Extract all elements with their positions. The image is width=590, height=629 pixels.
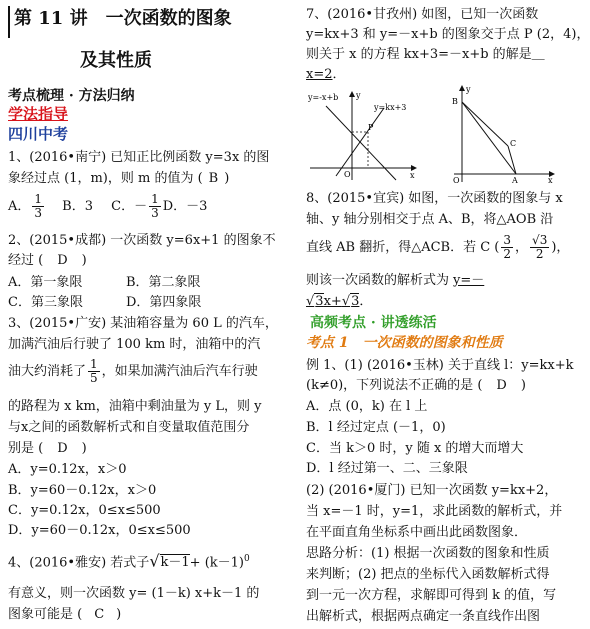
q3-line2: 加满汽油后行驶了 100 km 时，油箱中的汽 (8, 337, 261, 352)
q3-line3: 油大约消耗了 $\frac{1}{5}$ ，如果加满汽油后汽车行驶 (8, 357, 258, 385)
ex2-line5: 来判断；(2) 把点的坐标代入函数解析式得 (306, 567, 550, 582)
region-heading: 四川中考 (8, 125, 69, 143)
q3-line1: 3、(2015•广安) 某油箱容量为 60 L 的汽车， (8, 316, 278, 331)
ex1-option-b: B．l 经过定点 (－1，0) (306, 420, 446, 435)
q7-line2: y=kx+3 和 y=－x+b 的图象交于点 P (2，4)， (306, 27, 590, 42)
q4-line3: 图象可能是 ( C ) (8, 607, 122, 622)
figure-q8-graph (446, 82, 558, 186)
q8-line3: 直线 AB 翻折，得△ACB．若 C ( $\frac{3}{2}$ ， $\frac{√3}{2}$ )， (306, 233, 570, 261)
line-y-neg-x-plus-b (326, 106, 396, 180)
ex2-line4: 思路分析：(1) 根据一次函数的图象和性质 (306, 546, 550, 561)
q7-line3: 则关于 x 的方程 kx+3=－x+b 的解是＿ (306, 47, 545, 62)
label-x: x (548, 176, 553, 185)
line-ca (508, 146, 516, 174)
line-bc (462, 102, 508, 146)
q8-line1: 8、(2015•宜宾) 如图，一次函数的图象与 x (306, 191, 563, 206)
q2-line2: 经过 ( D ) (8, 253, 87, 268)
ex2-line2: 当 x=－1 时，y=1，求此函数的解析式，并 (306, 504, 563, 519)
lesson-title: 第 11 讲 一次函数的图象 (14, 8, 232, 29)
fraction: $\frac{3}{2}$ (503, 233, 512, 261)
q4-answer: C (94, 607, 105, 622)
title-bar (8, 6, 10, 38)
q8-line4: 则该一次函数的解析式为 y=－ (306, 273, 485, 288)
q3-line5: 与x之间的函数解析式和自变量取值范围分 (8, 420, 250, 435)
q1-line1: 1、(2016•南宁) 已知正比例函数 y=3x 的图 (8, 150, 270, 165)
q4-line1: 4、(2016•雅安) 若式子$√k-1+ (k-1)^0$ (8, 551, 250, 571)
line-ab (462, 102, 516, 174)
section2-heading: 高频考点 · 讲透练活 (310, 315, 437, 331)
label-p: P (368, 123, 374, 132)
label-a: A (512, 176, 518, 185)
fraction: $\frac{1}{5}$ (90, 357, 98, 385)
ex1-option-d: D．l 经过第一、二、三象限 (306, 461, 468, 476)
label-o: O (344, 170, 351, 179)
topic1-heading: 考点 1 一次函数的图象和性质 (306, 335, 503, 351)
label-o: O (453, 176, 460, 185)
label-y: y (466, 85, 471, 94)
q8-line2: 轴、y 轴分别相交于点 A、B，将△AOB 沿 (306, 212, 554, 227)
ex1-answer: D (496, 378, 507, 393)
q8-answer: y=－ (453, 273, 485, 288)
label-b: B (452, 97, 458, 106)
ex1-option-c: C．当 k＞0 时，y 随 x 的增大而增大 (306, 441, 524, 456)
q2-line1: 2、(2015•成都) 一次函数 y=6x+1 的图象不 (8, 233, 276, 248)
q1-line2: 象经过点 (1，m)，则 m 的值为 ( B ) (8, 171, 230, 186)
ex2-line6: 到一元一次方程，求解即可得到 k 的值，写 (306, 588, 557, 603)
q7-line1: 7、(2016•甘孜州) 如图，已知一次函数 (306, 7, 539, 22)
label-y: y (356, 91, 361, 100)
q3-option-b: B．y=60－0.12x，x＞0 (8, 483, 157, 498)
section-heading: 考点梳理 · 方法归纳 (8, 88, 135, 104)
q1-options: A． $\frac{1}{3}$ B．3 C．－ $\frac{1}{3}$ D．－3 (8, 192, 208, 220)
q2-options-cd: C．第三象限 D．第四象限 (8, 295, 202, 310)
q3-line4: 的路程为 x km，油箱中剩油量为 y L，则 y (8, 399, 262, 414)
q3-answer: D (57, 441, 68, 456)
label-line1: y=-x+b (308, 93, 339, 102)
q3-option-a: A．y=0.12x，x＞0 (8, 462, 127, 477)
q7-answer: x=2 (306, 67, 333, 82)
q8-line5: √3x+√3． (306, 294, 373, 309)
fraction: $\frac{1}{3}$ (151, 192, 159, 220)
ex1-line2: (k≠0)，下列说法不正确的是 ( D ) (306, 378, 526, 393)
ex2-line3: 在平面直角坐标系中画出此函数图象． (306, 525, 528, 540)
ex2-line7: 出解析式，根据两点确定一条直线作出图 (306, 609, 541, 624)
q3-option-d: D．y=60－0.12x，0≤x≤500 (8, 523, 191, 538)
line-y-kx-plus-3 (336, 108, 384, 176)
label-x: x (410, 171, 415, 180)
q3-line6: 别是 ( D ) (8, 441, 87, 456)
q2-options-ab: A．第一象限 B．第二象限 (8, 275, 201, 290)
q2-answer: D (57, 253, 68, 268)
figure-q7-graph (308, 88, 420, 183)
q4-line2: 有意义，则一次函数 y= (1－k) x+k－1 的 (8, 586, 260, 601)
lesson-subtitle: 及其性质 (80, 50, 152, 71)
q7-line4: x=2． (306, 67, 346, 82)
label-c: C (510, 139, 517, 148)
fraction: $\frac{1}{3}$ (34, 192, 43, 220)
fraction: $\frac{√3}{2}$ (532, 233, 548, 261)
label-line2: y=kx+3 (374, 103, 407, 112)
ex2-line1: (2) (2016•厦门) 已知一次函数 y=kx+2， (306, 483, 558, 498)
q3-option-c: C．y=0.12x，0≤x≤500 (8, 503, 161, 518)
q1-answer: B (208, 171, 219, 186)
ex1-option-a: A．点 (0，k) 在 l 上 (306, 399, 428, 414)
ex1-line1: 例 1、(1) (2016•玉林) 关于直线 l：y=kx+k (306, 358, 574, 373)
guide-heading: 学法指导 (8, 105, 69, 123)
